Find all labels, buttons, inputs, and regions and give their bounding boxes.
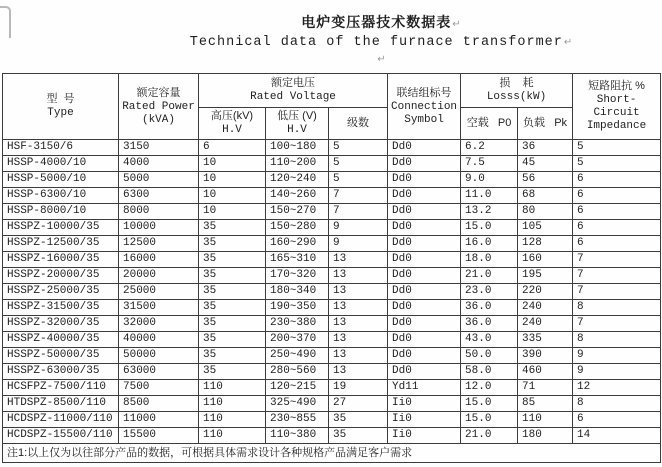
paragraph-mark-icon: ↵ xyxy=(563,37,573,48)
table-cell: 128 xyxy=(518,236,573,252)
table-cell: 58.0 xyxy=(461,364,518,380)
table-cell: 100~180 xyxy=(266,140,329,156)
table-cell: 5 xyxy=(329,140,388,156)
table-cell: 200~370 xyxy=(266,332,329,348)
table-cell: HSSPZ-32000/35 xyxy=(3,316,119,332)
table-cell: Dd0 xyxy=(388,220,461,236)
table-row xyxy=(3,316,661,332)
table-cell: 240 xyxy=(518,300,573,316)
table-cell: 20000 xyxy=(119,268,199,284)
col-header-rated-voltage: 额定电压 Rated Voltage xyxy=(199,74,388,108)
table-cell: 12.0 xyxy=(461,380,518,396)
table-cell: 50.0 xyxy=(461,348,518,364)
paragraph-mark-icon: ↵ xyxy=(377,54,386,65)
table-cell: 10 xyxy=(199,204,266,220)
table-cell: HSSP-5000/10 xyxy=(3,172,119,188)
table-cell: Ii0 xyxy=(388,396,461,412)
table-cell: 335 xyxy=(518,332,573,348)
table-cell: 6 xyxy=(573,412,661,428)
empty-paragraph-line xyxy=(100,52,662,66)
table-cell: Dd0 xyxy=(388,364,461,380)
table-cell: 325~490 xyxy=(266,396,329,412)
table-cell: Dd0 xyxy=(388,332,461,348)
table-cell: HSSPZ-12500/35 xyxy=(3,236,119,252)
table-cell: HSSP-8000/10 xyxy=(3,204,119,220)
table-cell: 56 xyxy=(518,172,573,188)
table-cell: HSF-3150/6 xyxy=(3,140,119,156)
table-cell: 12 xyxy=(573,380,661,396)
table-cell: 13 xyxy=(329,252,388,268)
table-row xyxy=(3,268,661,284)
table-cell: 105 xyxy=(518,220,573,236)
table-cell: 13 xyxy=(329,348,388,364)
table-cell: Dd0 xyxy=(388,204,461,220)
table-header xyxy=(3,74,661,140)
table-cell: 8 xyxy=(573,396,661,412)
table-cell: HSSPZ-20000/35 xyxy=(3,268,119,284)
table-cell: HCDSPZ-15500/110 xyxy=(3,428,119,444)
table-cell: 160 xyxy=(518,252,573,268)
table-cell: Dd0 xyxy=(388,236,461,252)
table-cell: 190~350 xyxy=(266,300,329,316)
table-cell: 31500 xyxy=(119,300,199,316)
col-header-type: 型 号 Type xyxy=(3,74,119,140)
table-cell: Dd0 xyxy=(388,348,461,364)
table-cell: HCDSPZ-11000/110 xyxy=(3,412,119,428)
table-cell: 8000 xyxy=(119,204,199,220)
table-cell: HSSPZ-16000/35 xyxy=(3,252,119,268)
table-cell: 7 xyxy=(329,204,388,220)
col-header-steps: 级数 xyxy=(329,108,388,140)
table-cell: 13 xyxy=(329,364,388,380)
table-cell: 140~260 xyxy=(266,188,329,204)
table-cell: 35 xyxy=(199,236,266,252)
table-cell: 6 xyxy=(573,172,661,188)
table-cell: 12500 xyxy=(119,236,199,252)
table-cell: 460 xyxy=(518,364,573,380)
table-row xyxy=(3,156,661,172)
table-cell: 150~280 xyxy=(266,220,329,236)
table-cell: 180 xyxy=(518,428,573,444)
table-cell: 13 xyxy=(329,332,388,348)
table-cell: 5 xyxy=(573,140,661,156)
table-cell: 36 xyxy=(518,140,573,156)
table-cell: 6 xyxy=(573,220,661,236)
table-row xyxy=(3,204,661,220)
table-cell: 7 xyxy=(329,188,388,204)
table-row xyxy=(3,220,661,236)
table-body xyxy=(3,140,661,444)
table-cell: 19 xyxy=(329,380,388,396)
table-cell: 21.0 xyxy=(461,428,518,444)
table-cell: 230~855 xyxy=(266,412,329,428)
table-cell: 180~340 xyxy=(266,284,329,300)
table-cell: 68 xyxy=(518,188,573,204)
table-cell: 220 xyxy=(518,284,573,300)
table-cell: 6 xyxy=(199,140,266,156)
table-cell: HSSPZ-31500/35 xyxy=(3,300,119,316)
table-cell: 150~270 xyxy=(266,204,329,220)
table-row xyxy=(3,364,661,380)
table-cell: Dd0 xyxy=(388,140,461,156)
table-cell: 13 xyxy=(329,284,388,300)
table-row xyxy=(3,252,661,268)
table-cell: 7 xyxy=(573,252,661,268)
table-cell: 40000 xyxy=(119,332,199,348)
table-cell: Dd0 xyxy=(388,316,461,332)
table-cell: 13 xyxy=(329,316,388,332)
table-cell: HSSPZ-40000/35 xyxy=(3,332,119,348)
table-cell: 120~215 xyxy=(266,380,329,396)
table-cell: HSSPZ-63000/35 xyxy=(3,364,119,380)
table-cell: HSSPZ-50000/35 xyxy=(3,348,119,364)
table-cell: 27 xyxy=(329,396,388,412)
table-cell: 15.0 xyxy=(461,396,518,412)
table-cell: 35 xyxy=(329,412,388,428)
table-cell: 110 xyxy=(199,396,266,412)
col-header-low-voltage: 低压 (V) H.V xyxy=(266,108,329,140)
table-cell: 3150 xyxy=(119,140,199,156)
table-row xyxy=(3,188,661,204)
table-cell: 5 xyxy=(573,156,661,172)
table-cell: 5 xyxy=(329,172,388,188)
table-cell: 9 xyxy=(329,236,388,252)
table-cell: 230~380 xyxy=(266,316,329,332)
table-cell: 7500 xyxy=(119,380,199,396)
table-cell: 80 xyxy=(518,204,573,220)
paragraph-mark-icon: ↵ xyxy=(452,19,461,30)
table-cell: 35 xyxy=(199,364,266,380)
table-cell: HSSPZ-25000/35 xyxy=(3,284,119,300)
table-row xyxy=(3,236,661,252)
table-row xyxy=(3,172,661,188)
table-row xyxy=(3,300,661,316)
table-cell: 5000 xyxy=(119,172,199,188)
table-cell: HSSP-4000/10 xyxy=(3,156,119,172)
table-cell: 35 xyxy=(329,428,388,444)
table-row xyxy=(3,140,661,156)
table-cell: Dd0 xyxy=(388,156,461,172)
table-cell: 18.0 xyxy=(461,252,518,268)
title-block xyxy=(100,12,662,66)
table-cell: HSSP-6300/10 xyxy=(3,188,119,204)
table-cell: 7 xyxy=(573,316,661,332)
transformer-data-table xyxy=(2,73,661,463)
table-cell: 16000 xyxy=(119,252,199,268)
col-header-impedance: 短路阻抗 % Short- Circuit Impedance xyxy=(573,74,661,140)
table-cell: 21.0 xyxy=(461,268,518,284)
table-cell: Dd0 xyxy=(388,188,461,204)
col-header-load-loss: 负载 Pk xyxy=(518,108,573,140)
table-cell: 390 xyxy=(518,348,573,364)
table-note: 注1:以上仅为以往部分产品的数据，可根据具体需求设计各种规格产品满足客户需求 xyxy=(3,444,661,463)
table-cell: 195 xyxy=(518,268,573,284)
table-row xyxy=(3,428,661,444)
table-cell: 35 xyxy=(199,220,266,236)
table-cell: 32000 xyxy=(119,316,199,332)
table-cell: 7.5 xyxy=(461,156,518,172)
table-row xyxy=(3,284,661,300)
table-cell: Ii0 xyxy=(388,412,461,428)
table-cell: 110 xyxy=(199,412,266,428)
table-row xyxy=(3,380,661,396)
table-cell: 120~240 xyxy=(266,172,329,188)
table-cell: 110 xyxy=(199,380,266,396)
col-header-rated-power: 额定容量 Rated Power (kVA) xyxy=(119,74,199,140)
col-header-no-load-loss: 空载 P0 xyxy=(461,108,518,140)
table-cell: 36.0 xyxy=(461,316,518,332)
table-cell: 63000 xyxy=(119,364,199,380)
table-cell: 6 xyxy=(573,204,661,220)
table-cell: 9 xyxy=(329,220,388,236)
table-cell: Dd0 xyxy=(388,268,461,284)
table-cell: HSSPZ-10000/35 xyxy=(3,220,119,236)
table-cell: Dd0 xyxy=(388,284,461,300)
table-cell: 13 xyxy=(329,268,388,284)
table-cell: 35 xyxy=(199,252,266,268)
table-cell: 6 xyxy=(573,188,661,204)
page-subtitle: Technical data of the furnace transformer xyxy=(189,35,563,50)
table-cell: 16.0 xyxy=(461,236,518,252)
table-cell: Ii0 xyxy=(388,428,461,444)
table-cell: Dd0 xyxy=(388,300,461,316)
table-cell: 14 xyxy=(573,428,661,444)
table-cell: 7 xyxy=(573,268,661,284)
table-cell: 6.2 xyxy=(461,140,518,156)
table-cell: Yd11 xyxy=(388,380,461,396)
table-cell: 11000 xyxy=(119,412,199,428)
table-cell: 85 xyxy=(518,396,573,412)
table-cell: 50000 xyxy=(119,348,199,364)
table-cell: 35 xyxy=(199,332,266,348)
col-header-loss: 损 耗 Losss(kW) xyxy=(461,74,573,108)
table-cell: 15.0 xyxy=(461,412,518,428)
table-cell: 15.0 xyxy=(461,220,518,236)
table-cell: 13 xyxy=(329,300,388,316)
table-cell: 110 xyxy=(518,412,573,428)
table-cell: 35 xyxy=(199,300,266,316)
table-cell: 23.0 xyxy=(461,284,518,300)
table-row xyxy=(3,348,661,364)
table-cell: 8 xyxy=(573,300,661,316)
table-cell: 110~200 xyxy=(266,156,329,172)
table-cell: HCSFPZ-7500/110 xyxy=(3,380,119,396)
table-cell: 9 xyxy=(573,348,661,364)
ruler-corner-mark xyxy=(0,6,11,38)
table-cell: 6300 xyxy=(119,188,199,204)
table-cell: 35 xyxy=(199,348,266,364)
table-cell: 36.0 xyxy=(461,300,518,316)
table-cell: 10 xyxy=(199,188,266,204)
table-cell: 35 xyxy=(199,268,266,284)
table-cell: 110 xyxy=(199,428,266,444)
table-cell: 280~560 xyxy=(266,364,329,380)
table-cell: 15500 xyxy=(119,428,199,444)
table-cell: Dd0 xyxy=(388,172,461,188)
table-cell: 170~320 xyxy=(266,268,329,284)
table-cell: 110~380 xyxy=(266,428,329,444)
table-cell: HTDSPZ-8500/110 xyxy=(3,396,119,412)
page-subtitle-line xyxy=(100,32,662,52)
page-title: 电炉变压器技术数据表 xyxy=(301,14,452,30)
table-row xyxy=(3,332,661,348)
table-footer xyxy=(3,444,661,463)
table-cell: 4000 xyxy=(119,156,199,172)
table-row xyxy=(3,396,661,412)
table-cell: 7 xyxy=(573,284,661,300)
table-cell: 9 xyxy=(573,364,661,380)
page-title-line xyxy=(100,12,662,32)
table-cell: 10000 xyxy=(119,220,199,236)
table-cell: 35 xyxy=(199,284,266,300)
table-cell: 8 xyxy=(573,332,661,348)
table-cell: 10 xyxy=(199,172,266,188)
table-cell: 43.0 xyxy=(461,332,518,348)
table-cell: 25000 xyxy=(119,284,199,300)
table-cell: 6 xyxy=(573,236,661,252)
table-cell: 165~310 xyxy=(266,252,329,268)
table-cell: 45 xyxy=(518,156,573,172)
table-cell: 35 xyxy=(199,316,266,332)
table-cell: 240 xyxy=(518,316,573,332)
table-cell: 8500 xyxy=(119,396,199,412)
table-cell: 160~290 xyxy=(266,236,329,252)
table-cell: 5 xyxy=(329,156,388,172)
table-cell: 13.2 xyxy=(461,204,518,220)
table-cell: Dd0 xyxy=(388,252,461,268)
table-cell: 11.0 xyxy=(461,188,518,204)
table-row xyxy=(3,412,661,428)
col-header-connection-symbol: 联结组标号 Connection Symbol xyxy=(388,74,461,140)
table-cell: 250~490 xyxy=(266,348,329,364)
table-cell: 71 xyxy=(518,380,573,396)
table-cell: 10 xyxy=(199,156,266,172)
table-cell: 9.0 xyxy=(461,172,518,188)
col-header-high-voltage: 高压(kV) H.V xyxy=(199,108,266,140)
